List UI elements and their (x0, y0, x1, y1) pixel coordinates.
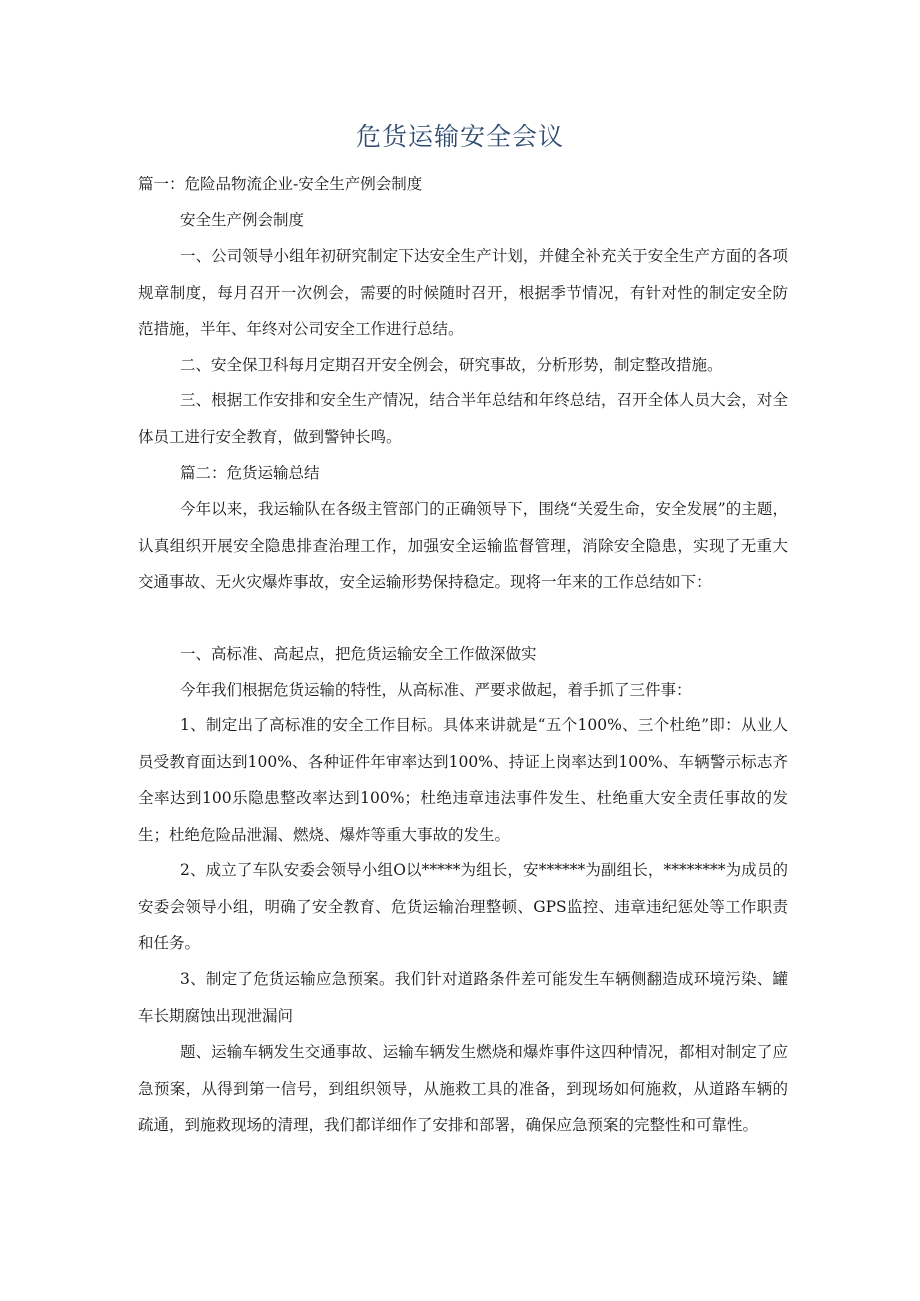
subtitle-paragraph: 安全生产例会制度 (180, 211, 305, 229)
body-paragraph: 二、安全保卫科每月定期召开安全例会，研究事故，分析形势，制定整改措施。 (180, 356, 723, 374)
body-paragraph: 1、制定出了高标准的安全工作目标。具体来讲就是“五个100%、三个杜绝”即：从业人员受教育面达到100%、各种证件年审率达到100%、持证上岗率达到100%、车辆警示标志齐全率达到100乐隐患整改率达到100%；杜绝违章违法事件发生、杜绝重大安全责任事故的发生；杜绝危险品泄漏、燃烧、爆炸等重大事故的发生。 (138, 716, 788, 844)
body-paragraph: 一、公司领导小组年初研究制定下达安全生产计划，并健全补充关于安全生产方面的各项规章制度，每月召开一次例会，需要的时候随时召开，根据季节情况，有针对性的制定安全防范措施，半年、年终对公司安全工作进行总结。 (138, 247, 788, 339)
body-paragraph: 三、根据工作安排和安全生产情况，结合半年总结和年终总结，召开全体人员大会，对全体员工进行安全教育，做到警钟长鸣。 (138, 391, 788, 446)
body-paragraph: 题、运输车辆发生交通事故、运输车辆发生燃烧和爆炸事件这四种情况，都相对制定了应急预案，从得到第一信号，到组织领导，从施救工具的准备，到现场如何施救，从道路车辆的疏通，到施救现场的清理，我们都详细作了安排和部署，确保应急预案的完整性和可靠性。 (138, 1043, 788, 1135)
body-paragraph: 今年我们根据危货运输的特性，从高标准、严要求做起，着手抓了三件事： (180, 681, 692, 699)
section-heading-1: 篇一：危险品物流企业-安全生产例会制度 (138, 175, 423, 193)
body-paragraph: 3、制定了危货运输应急预案。我们针对道路条件差可能发生车辆侧翻造成环境污染、罐车长期腐蚀出现泄漏问 (138, 970, 788, 1025)
body-paragraph: 一、高标准、高起点，把危货运输安全工作做深做实 (180, 645, 537, 663)
document-title: 危货运输安全会议 (355, 122, 564, 151)
body-paragraph: 今年以来，我运输队在各级主管部门的正确领导下，围绕“关爱生命，安全发展”的主题，认真组织开展安全隐患排查治理工作，加强安全运输监督管理，消除安全隐患，实现了无重大交通事故、无火灾爆炸事故，安全运输形势保持稳定。现将一年来的工作总结如下： (138, 500, 788, 592)
section-heading-2: 篇二：危货运输总结 (180, 464, 320, 482)
body-paragraph: 2、成立了车队安委会领导小组O以*****为组长，安******为副组长，********为成员的安委会领导小组，明确了安全教育、危货运输治理整顿、GPS监控、违章违纪惩处等工作职责和任务。 (138, 861, 788, 953)
